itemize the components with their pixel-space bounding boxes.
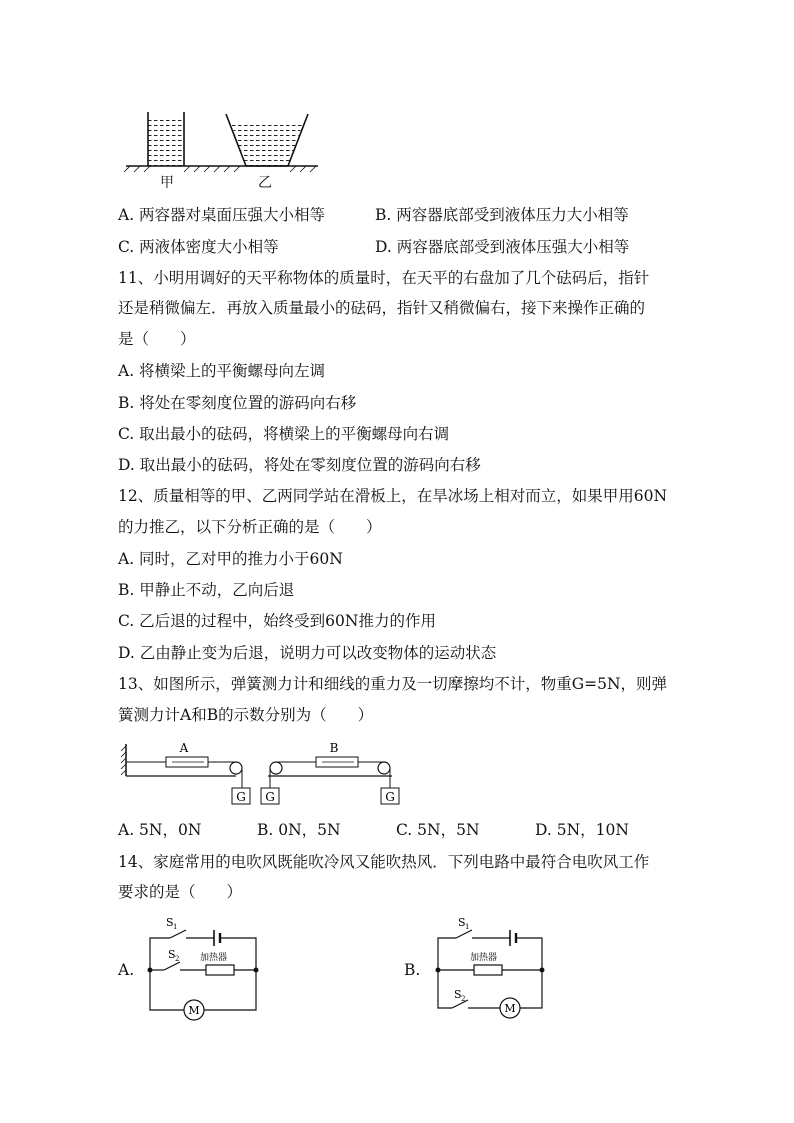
q12-stem-2: 的力推乙，以下分析正确的是（ ）: [118, 518, 382, 536]
pulley-right-1: [270, 762, 282, 774]
q13-option-a: A. 5N，0N: [118, 821, 202, 839]
q13-option-c: C. 5N，5N: [396, 821, 480, 839]
q11-option-d: D. 取出最小的砝码，将处在零刻度位置的游码向右移: [118, 456, 481, 474]
weight-g-mid-label: G: [265, 790, 275, 804]
q14-stem-1: 14、家庭常用的电吹风既能吹冷风又能吹热风．下列电路中最符合电吹风工作: [118, 853, 650, 871]
q13-stem-1: 13、如图所示，弹簧测力计和细线的重力及一切摩擦均不计，物重G=5N，则弹: [118, 675, 668, 693]
q13-option-b: B. 0N，5N: [257, 821, 341, 839]
q11-stem-1: 11、小明用调好的天平称物体的质量时，在天平的右盘加了几个砝码后，指针: [118, 269, 650, 287]
left-container-liquid: [148, 118, 184, 166]
containers-figure: [118, 108, 328, 192]
q14-option-a-label: A.: [118, 961, 135, 979]
q12-option-c: C. 乙后退的过程中，始终受到60N推力的作用: [118, 612, 436, 630]
weight-g-right-label: G: [385, 790, 395, 804]
q14-stem-2: 要求的是（ ）: [118, 883, 243, 901]
pulley-left: [230, 762, 242, 774]
q14-option-b-label: B.: [404, 961, 421, 979]
q10-option-b: B. 两容器底部受到液体压力大小相等: [375, 206, 629, 224]
scale-a-label: A: [179, 741, 189, 755]
q11-option-a: A. 将横梁上的平衡螺母向左调: [118, 362, 326, 380]
svg-text:S: S: [454, 988, 462, 1001]
heater-a: [206, 965, 234, 975]
svg-text:M: M: [504, 1002, 516, 1015]
q12-option-a: A. 同时，乙对甲的推力小于60N: [118, 550, 343, 568]
weight-g-left-label: G: [236, 790, 246, 804]
circuit-b: [426, 910, 556, 1022]
svg-text:2: 2: [175, 955, 180, 963]
svg-text:加热器: 加热器: [470, 953, 498, 963]
svg-text:S: S: [166, 916, 174, 929]
q12-option-d: D. 乙由静止变为后退，说明力可以改变物体的运动状态: [118, 644, 497, 662]
svg-text:加热器: 加热器: [200, 953, 228, 963]
q11-option-b: B. 将处在零刻度位置的游码向右移: [118, 394, 357, 412]
right-container-liquid: [231, 123, 303, 166]
svg-text:S: S: [168, 948, 176, 961]
svg-text:S: S: [458, 916, 466, 929]
circuit-a: [140, 910, 270, 1022]
label-jia: 甲: [160, 175, 174, 191]
svg-text:M: M: [188, 1004, 200, 1017]
q12-stem-1: 12、质量相等的甲、乙两同学站在滑板上，在旱冰场上相对而立，如果甲用60N: [118, 487, 668, 505]
spring-scale-figure: [118, 738, 418, 810]
pulley-right-2: [378, 762, 390, 774]
q11-option-c: C. 取出最小的砝码，将横梁上的平衡螺母向右调: [118, 425, 450, 443]
q12-option-b: B. 甲静止不动，乙向后退: [118, 581, 295, 599]
label-yi: 乙: [258, 175, 272, 191]
q13-stem-2: 簧测力计A和B的示数分别为（ ）: [118, 706, 374, 724]
q11-stem-3: 是（ ）: [118, 330, 196, 348]
svg-text:1: 1: [173, 923, 178, 931]
q10-option-c: C. 两液体密度大小相等: [118, 238, 279, 256]
heater-b: [474, 965, 502, 975]
q10-option-d: D. 两容器底部受到液体压强大小相等: [375, 238, 630, 256]
q13-option-d: D. 5N，10N: [535, 821, 629, 839]
q10-option-a: A. 两容器对桌面压强大小相等: [118, 206, 326, 224]
svg-text:2: 2: [461, 995, 466, 1003]
svg-text:1: 1: [465, 923, 470, 931]
scale-b-label: B: [329, 741, 339, 755]
q11-stem-2: 还是稍微偏左．再放入质量最小的砝码，指针又稍微偏右，接下来操作正确的: [118, 299, 646, 317]
